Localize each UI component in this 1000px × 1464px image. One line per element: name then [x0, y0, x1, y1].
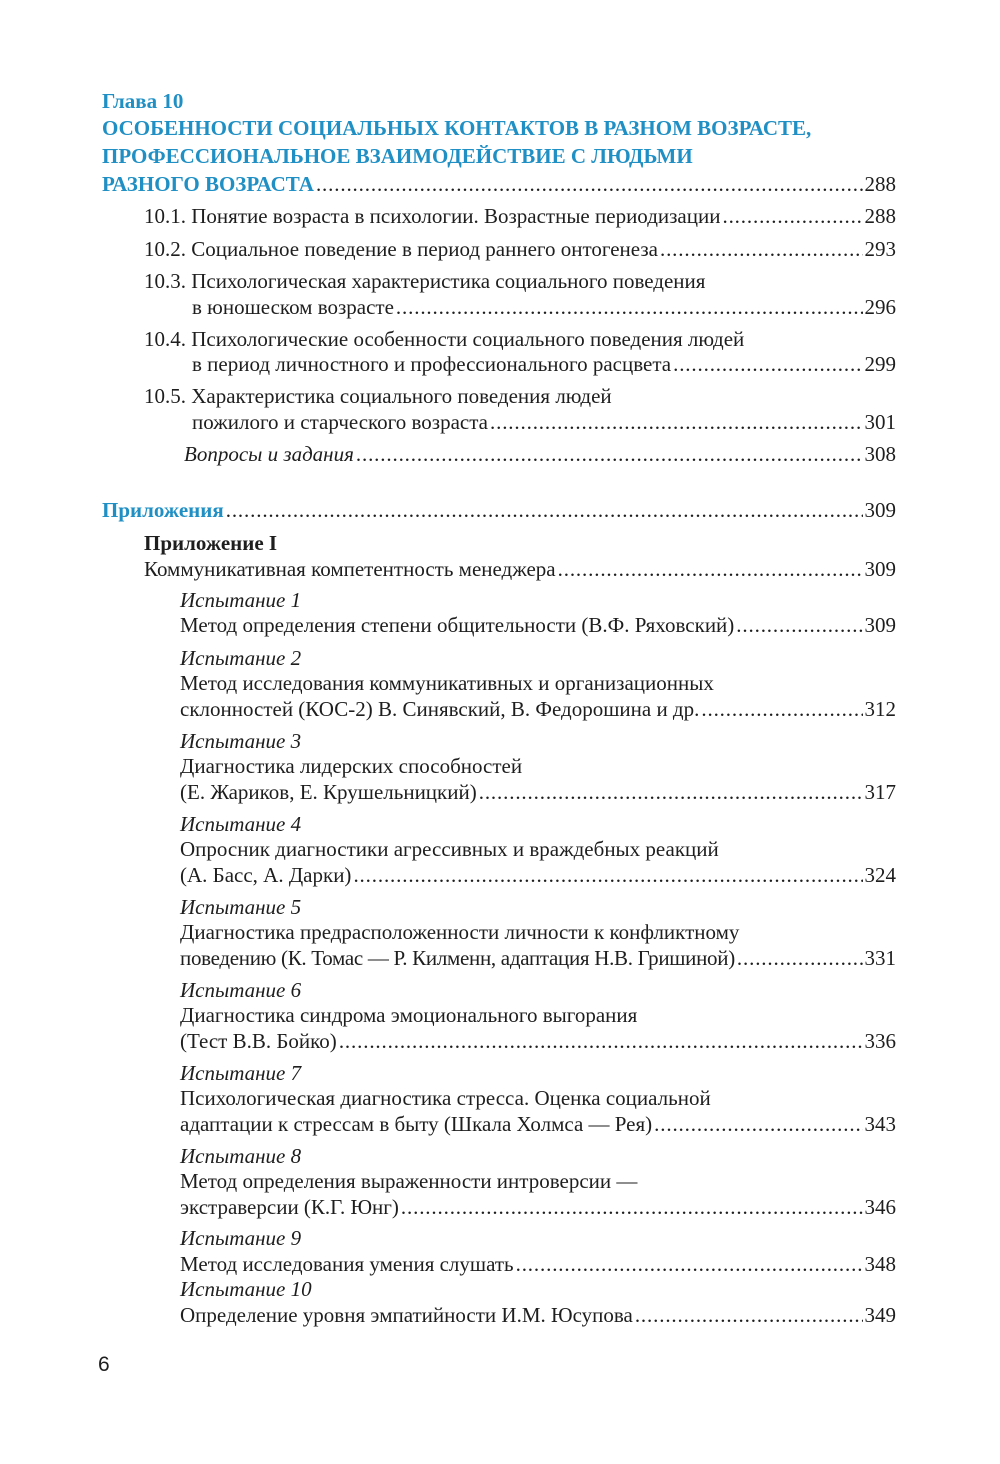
page-ref: 288	[864, 172, 896, 196]
test-8-line1: Метод определения выраженности интроверсии —	[180, 1169, 638, 1193]
test-3-label: Испытание 3	[180, 729, 302, 753]
toc-entry-title: экстраверсии (К.Г. Юнг)	[180, 1195, 399, 1219]
test-9-label: Испытание 9	[180, 1226, 302, 1250]
chapter-title-line2: ПРОФЕССИОНАЛЬНОЕ ВЗАИМОДЕЙСТВИЕ С ЛЮДЬМИ	[102, 144, 693, 168]
test-1-entry[interactable]	[180, 612, 896, 638]
page-ref: 346	[864, 1195, 896, 1219]
toc-entry-title: Приложения	[102, 498, 224, 522]
test-6-label: Испытание 6	[180, 978, 302, 1002]
page-ref: 296	[864, 295, 896, 319]
page-ref: 317	[864, 780, 896, 804]
appendix-1-title[interactable]	[144, 556, 896, 582]
page-ref: 308	[864, 442, 896, 466]
test-4-entry[interactable]	[180, 862, 896, 888]
test-7-entry[interactable]	[180, 1111, 896, 1137]
page-number: 6	[98, 1353, 110, 1376]
page-ref: 299	[864, 352, 896, 376]
test-10-label: Испытание 10	[180, 1277, 312, 1301]
toc-questions[interactable]	[184, 441, 896, 467]
page-ref: 301	[864, 410, 896, 434]
page-ref: 349	[864, 1303, 896, 1327]
page-ref: 309	[864, 557, 896, 581]
chapter-label: Глава 10	[102, 89, 184, 113]
test-2-line1: Метод исследования коммуникативных и организационных	[180, 671, 714, 695]
toc-entry-title: в период личностного и профессионального расцвета	[192, 352, 672, 376]
toc-entry-title: пожилого и старческого возраста	[192, 410, 488, 434]
page-ref: 309	[864, 613, 896, 637]
test-2-label: Испытание 2	[180, 646, 302, 670]
toc-section-10-5[interactable]	[192, 409, 896, 435]
page-ref: 293	[864, 237, 896, 261]
toc-entry-title: Метод исследования умения слушать	[180, 1252, 514, 1276]
toc-entry-title: поведению (К. Томас — Р. Килменн, адаптация Н.В. Гришиной)	[180, 946, 735, 970]
page-ref: 348	[864, 1252, 896, 1276]
page-ref: 343	[864, 1112, 896, 1136]
chapter-title-line1: ОСОБЕННОСТИ СОЦИАЛЬНЫХ КОНТАКТОВ В РАЗНОМ ВОЗРАСТЕ,	[102, 116, 812, 140]
chapter-title-line3: РАЗНОГО ВОЗРАСТА	[102, 172, 314, 196]
page-ref: 309	[864, 498, 896, 522]
test-6-entry[interactable]	[180, 1028, 896, 1054]
toc-section-10-2[interactable]	[144, 236, 896, 262]
test-7-line1: Психологическая диагностика стресса. Оценка социальной	[180, 1086, 711, 1110]
toc-entry-title: Метод определения степени общительности (В.Ф. Ряховский)	[180, 613, 735, 637]
test-1-label: Испытание 1	[180, 588, 302, 612]
toc-section-10-4[interactable]	[192, 351, 896, 377]
appendix-1-label: Приложение I	[144, 531, 278, 555]
toc-entry-title: Вопросы и задания	[184, 442, 354, 466]
page-ref: 324	[864, 863, 896, 887]
toc-section-10-5-line1: 10.5. Характеристика социального поведения людей	[144, 384, 612, 408]
toc-section-10-4-line1: 10.4. Психологические особенности социального поведения людей	[144, 327, 745, 351]
toc-section-10-3-line1: 10.3. Психологическая характеристика социального поведения	[144, 269, 706, 293]
toc-entry-title: в юношеском возрасте	[192, 295, 394, 319]
page-ref: 336	[864, 1029, 896, 1053]
toc-entry-title: Коммуникативная компетентность менеджера	[144, 557, 556, 581]
test-8-entry[interactable]	[180, 1194, 896, 1220]
toc-section-10-3[interactable]	[192, 294, 896, 320]
test-9-entry[interactable]	[180, 1251, 896, 1277]
test-7-label: Испытание 7	[180, 1061, 302, 1085]
toc-entry-title: адаптации к стрессам в быту (Шкала Холмса — Рея)	[180, 1112, 653, 1136]
toc-entry-title: (А. Басс, А. Дарки)	[180, 863, 352, 887]
test-8-label: Испытание 8	[180, 1144, 302, 1168]
test-4-line1: Опросник диагностики агрессивных и враждебных реакций	[180, 837, 719, 861]
test-5-entry[interactable]	[180, 945, 896, 971]
toc-section-10-1[interactable]	[144, 203, 896, 229]
test-3-entry[interactable]	[180, 779, 896, 805]
test-5-label: Испытание 5	[180, 895, 302, 919]
test-5-line1: Диагностика предрасположенности личности к конфликтному	[180, 920, 740, 944]
toc-entry-title: 10.2. Социальное поведение в период раннего онтогенеза	[144, 237, 658, 261]
test-6-line1: Диагностика синдрома эмоционального выгорания	[180, 1003, 638, 1027]
toc-entry-title: Определение уровня эмпатийности И.М. Юсупова	[180, 1303, 633, 1327]
test-10-entry[interactable]	[180, 1302, 896, 1328]
test-4-label: Испытание 4	[180, 812, 302, 836]
page-ref: 331	[864, 946, 896, 970]
page-ref: 312	[864, 697, 896, 721]
toc-entry-title: (Тест В.В. Бойко)	[180, 1029, 337, 1053]
page-ref: 288	[864, 204, 896, 228]
test-2-entry[interactable]	[180, 696, 896, 722]
toc-appendices[interactable]	[102, 497, 896, 523]
test-3-line1: Диагностика лидерских способностей	[180, 754, 523, 778]
toc-entry-title: склонностей (КОС-2) В. Синявский, В. Федорошина и др.	[180, 697, 700, 721]
chapter-entry[interactable]	[102, 171, 896, 197]
toc-entry-title: 10.1. Понятие возраста в психологии. Возрастные периодизации	[144, 204, 721, 228]
toc-entry-title: (Е. Жариков, Е. Крушельницкий)	[180, 780, 477, 804]
